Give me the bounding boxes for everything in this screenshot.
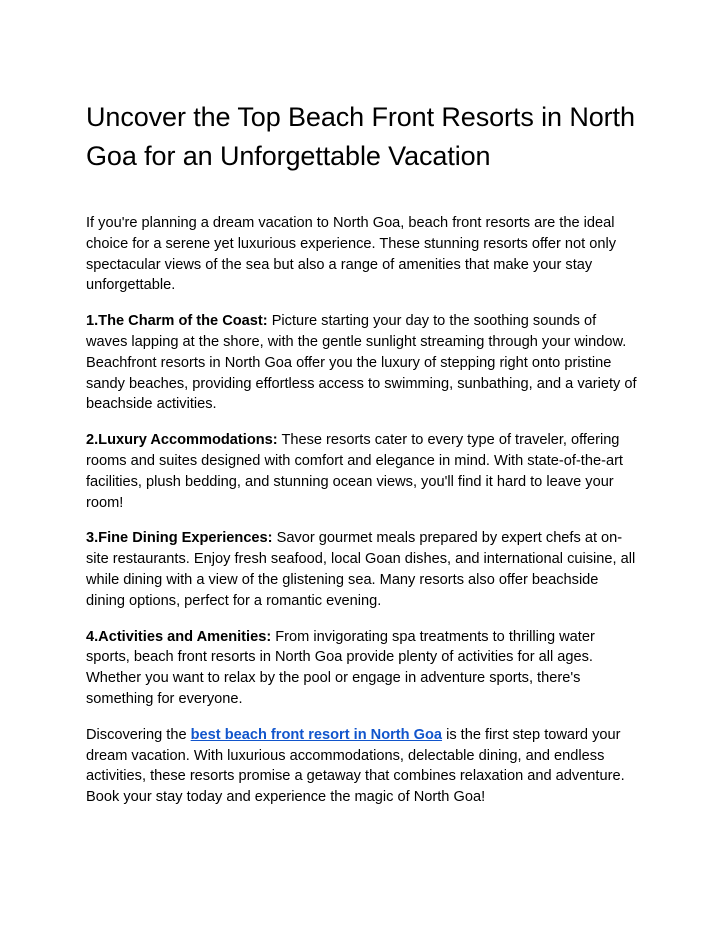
section-heading-dining: 3.Fine Dining Experiences: <box>86 530 273 547</box>
document-title: Uncover the Top Beach Front Resorts in North Goa for an Unforgettable Vacation <box>86 102 635 171</box>
closing-paragraph <box>86 725 638 808</box>
section-paragraph-activities <box>86 627 638 710</box>
section-text-activities: From invigorating spa treatments to thrilling water sports, beach front resorts in North Goa provide plenty of activities for all ages. Whether you want to relax by the pool or engage in adventure sports, there's something for everyone. <box>86 628 595 707</box>
section-paragraph-dining <box>86 528 638 611</box>
section-text-accommodations: These resorts cater to every type of traveler, offering rooms and suites designed with comfort and elegance in mind. With state-of-the-art facilities, plush bedding, and stunning ocean views, you'll find it hard to leave your room! <box>86 432 623 511</box>
intro-paragraph: If you're planning a dream vacation to North Goa, beach front resorts are the ideal choice for a serene yet luxurious experience. These stunning resorts offer not only spectacular views of the sea but also a range of amenities that make your stay unforgettable. <box>86 215 616 294</box>
section-text-dining: Savor gourmet meals prepared by expert chefs at on-site restaurants. Enjoy fresh seafood, local Goan dishes, and international cuisine, all while dining with a view of the glistening sea. Many resorts also offer beachside dining options, perfect for a romantic evening. <box>86 530 636 609</box>
closing-text-after: is the first step toward your dream vacation. With luxurious accommodations, delectable dining, and endless activities, these resorts promise a getaway that combines relaxation and adventure. Book your stay today and experience the magic of North Goa! <box>86 726 625 806</box>
section-heading-activities: 4.Activities and Amenities: <box>86 628 272 645</box>
section-paragraph-coast <box>86 311 638 415</box>
document-content <box>86 98 638 823</box>
section-paragraph-accommodations <box>86 430 638 513</box>
document-body <box>86 213 638 808</box>
resort-link[interactable]: best beach front resort in North Goa <box>190 726 443 743</box>
section-text-coast: Picture starting your day to the soothing sounds of waves lapping at the shore, with the gentle sunlight streaming through your window. Beachfront resorts in North Goa offer you the luxury of stepping right onto pristine sandy beaches, providing effortless access to swimming, sunbathing, and a variety of beachside activities. <box>86 313 637 413</box>
closing-text-before: Discovering the <box>86 726 191 743</box>
section-heading-coast: 1.The Charm of the Coast: <box>86 313 268 330</box>
section-heading-accommodations: 2.Luxury Accommodations: <box>86 432 278 449</box>
